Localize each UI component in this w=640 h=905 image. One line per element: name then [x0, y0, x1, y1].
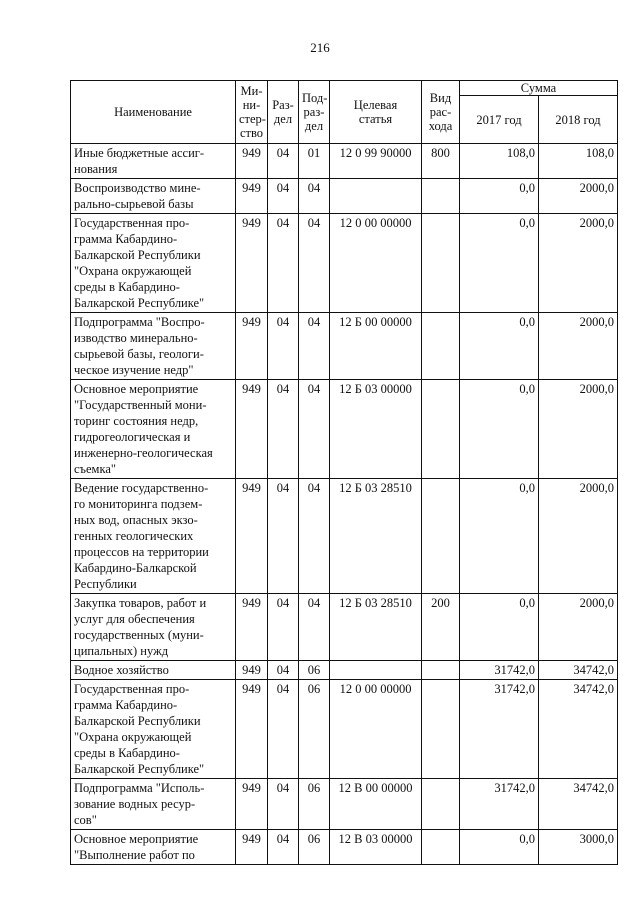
row-subsection: 04 [299, 214, 330, 313]
row-subsection: 06 [299, 661, 330, 680]
row-target: 12 В 00 00000 [330, 779, 422, 830]
header-expense-type: Вид рас- хода [422, 81, 460, 144]
row-amount-2017: 0,0 [460, 179, 539, 214]
row-name: Подпрограмма "Воспро- изводство минерально- сырьевой базы, геологи- ческое изучение недр" [71, 313, 236, 380]
row-amount-2018: 2000,0 [539, 479, 618, 594]
row-subsection: 06 [299, 680, 330, 779]
row-section: 04 [268, 144, 299, 179]
row-amount-2018: 2000,0 [539, 594, 618, 661]
row-ministry: 949 [236, 144, 268, 179]
row-expense-type [422, 830, 460, 865]
row-section: 04 [268, 661, 299, 680]
row-amount-2018: 2000,0 [539, 313, 618, 380]
row-name: Основное мероприятие "Государственный мони- торинг состояния недр, гидрогеологическая и инженерно-геологическая съемка" [71, 380, 236, 479]
row-name: Иные бюджетные ассиг- нования [71, 144, 236, 179]
page-number: 216 [310, 40, 330, 55]
row-expense-type [422, 680, 460, 779]
row-section: 04 [268, 779, 299, 830]
row-subsection: 04 [299, 179, 330, 214]
row-amount-2018: 2000,0 [539, 380, 618, 479]
row-expense-type: 800 [422, 144, 460, 179]
table-row [71, 214, 618, 313]
row-subsection: 06 [299, 779, 330, 830]
row-expense-type [422, 214, 460, 313]
row-amount-2018: 2000,0 [539, 214, 618, 313]
row-name: Государственная про- грамма Кабардино- Балкарской Республики "Охрана окружающей среды в Кабардино- Балкарской Республике" [71, 214, 236, 313]
row-section: 04 [268, 380, 299, 479]
row-name: Воспроизводство мине- рально-сырьевой базы [71, 179, 236, 214]
row-section: 04 [268, 313, 299, 380]
budget-table [70, 80, 618, 865]
table-row [71, 144, 618, 179]
row-amount-2017: 31742,0 [460, 680, 539, 779]
row-subsection: 01 [299, 144, 330, 179]
row-name: Закупка товаров, работ и услуг для обеспечения государственных (муни- ципальных) нужд [71, 594, 236, 661]
table-row [71, 680, 618, 779]
row-section: 04 [268, 179, 299, 214]
row-amount-2017: 0,0 [460, 313, 539, 380]
row-section: 04 [268, 479, 299, 594]
row-target: 12 В 03 00000 [330, 830, 422, 865]
row-amount-2017: 0,0 [460, 479, 539, 594]
row-amount-2017: 0,0 [460, 214, 539, 313]
row-section: 04 [268, 594, 299, 661]
row-ministry: 949 [236, 661, 268, 680]
row-section: 04 [268, 830, 299, 865]
row-target: 12 Б 03 00000 [330, 380, 422, 479]
table-body [71, 144, 618, 865]
header-sum: Сумма [460, 81, 618, 96]
row-name: Основное мероприятие "Выполнение работ по [71, 830, 236, 865]
row-expense-type: 200 [422, 594, 460, 661]
table-row [71, 380, 618, 479]
row-ministry: 949 [236, 594, 268, 661]
row-target: 12 Б 03 28510 [330, 594, 422, 661]
row-target: 12 Б 03 28510 [330, 479, 422, 594]
table-row [71, 179, 618, 214]
row-amount-2018: 2000,0 [539, 179, 618, 214]
row-target: 12 0 99 90000 [330, 144, 422, 179]
table-row [71, 779, 618, 830]
table-row [71, 479, 618, 594]
row-ministry: 949 [236, 830, 268, 865]
row-amount-2017: 0,0 [460, 594, 539, 661]
row-ministry: 949 [236, 214, 268, 313]
row-name: Ведение государственно- го мониторинга подзем- ных вод, опасных экзо- генных геологических процессов на территории Кабардино-Балкарской Республики [71, 479, 236, 594]
row-ministry: 949 [236, 479, 268, 594]
header-target: Целевая статья [330, 81, 422, 144]
row-name: Государственная про- грамма Кабардино- Балкарской Республики "Охрана окружающей среды в Кабардино- Балкарской Республике" [71, 680, 236, 779]
row-target: 12 0 00 00000 [330, 680, 422, 779]
header-section: Раз- дел [268, 81, 299, 144]
row-name: Подпрограмма "Исполь- зование водных ресур- сов" [71, 779, 236, 830]
row-expense-type [422, 179, 460, 214]
row-amount-2017: 108,0 [460, 144, 539, 179]
header-ministry: Ми- ни- стер- ство [236, 81, 268, 144]
table-row [71, 313, 618, 380]
row-target [330, 179, 422, 214]
row-subsection: 04 [299, 313, 330, 380]
row-subsection: 04 [299, 479, 330, 594]
row-ministry: 949 [236, 779, 268, 830]
table-row [71, 661, 618, 680]
header-name: Наименование [71, 81, 236, 144]
row-amount-2017: 0,0 [460, 830, 539, 865]
row-ministry: 949 [236, 179, 268, 214]
row-ministry: 949 [236, 313, 268, 380]
row-amount-2018: 34742,0 [539, 680, 618, 779]
row-subsection: 04 [299, 594, 330, 661]
row-target: 12 Б 00 00000 [330, 313, 422, 380]
row-expense-type [422, 779, 460, 830]
row-amount-2018: 34742,0 [539, 661, 618, 680]
header-year-2017: 2017 год [460, 96, 539, 144]
row-subsection: 06 [299, 830, 330, 865]
row-expense-type [422, 661, 460, 680]
header-subsection: Под- раз- дел [299, 81, 330, 144]
row-amount-2018: 108,0 [539, 144, 618, 179]
row-amount-2017: 0,0 [460, 380, 539, 479]
row-amount-2018: 3000,0 [539, 830, 618, 865]
row-amount-2017: 31742,0 [460, 779, 539, 830]
row-expense-type [422, 313, 460, 380]
row-section: 04 [268, 680, 299, 779]
row-target: 12 0 00 00000 [330, 214, 422, 313]
row-amount-2018: 34742,0 [539, 779, 618, 830]
row-expense-type [422, 380, 460, 479]
row-ministry: 949 [236, 680, 268, 779]
row-section: 04 [268, 214, 299, 313]
row-amount-2017: 31742,0 [460, 661, 539, 680]
row-name: Водное хозяйство [71, 661, 236, 680]
table-row [71, 594, 618, 661]
row-expense-type [422, 479, 460, 594]
row-ministry: 949 [236, 380, 268, 479]
header-year-2018: 2018 год [539, 96, 618, 144]
row-subsection: 04 [299, 380, 330, 479]
table-row [71, 830, 618, 865]
row-target [330, 661, 422, 680]
